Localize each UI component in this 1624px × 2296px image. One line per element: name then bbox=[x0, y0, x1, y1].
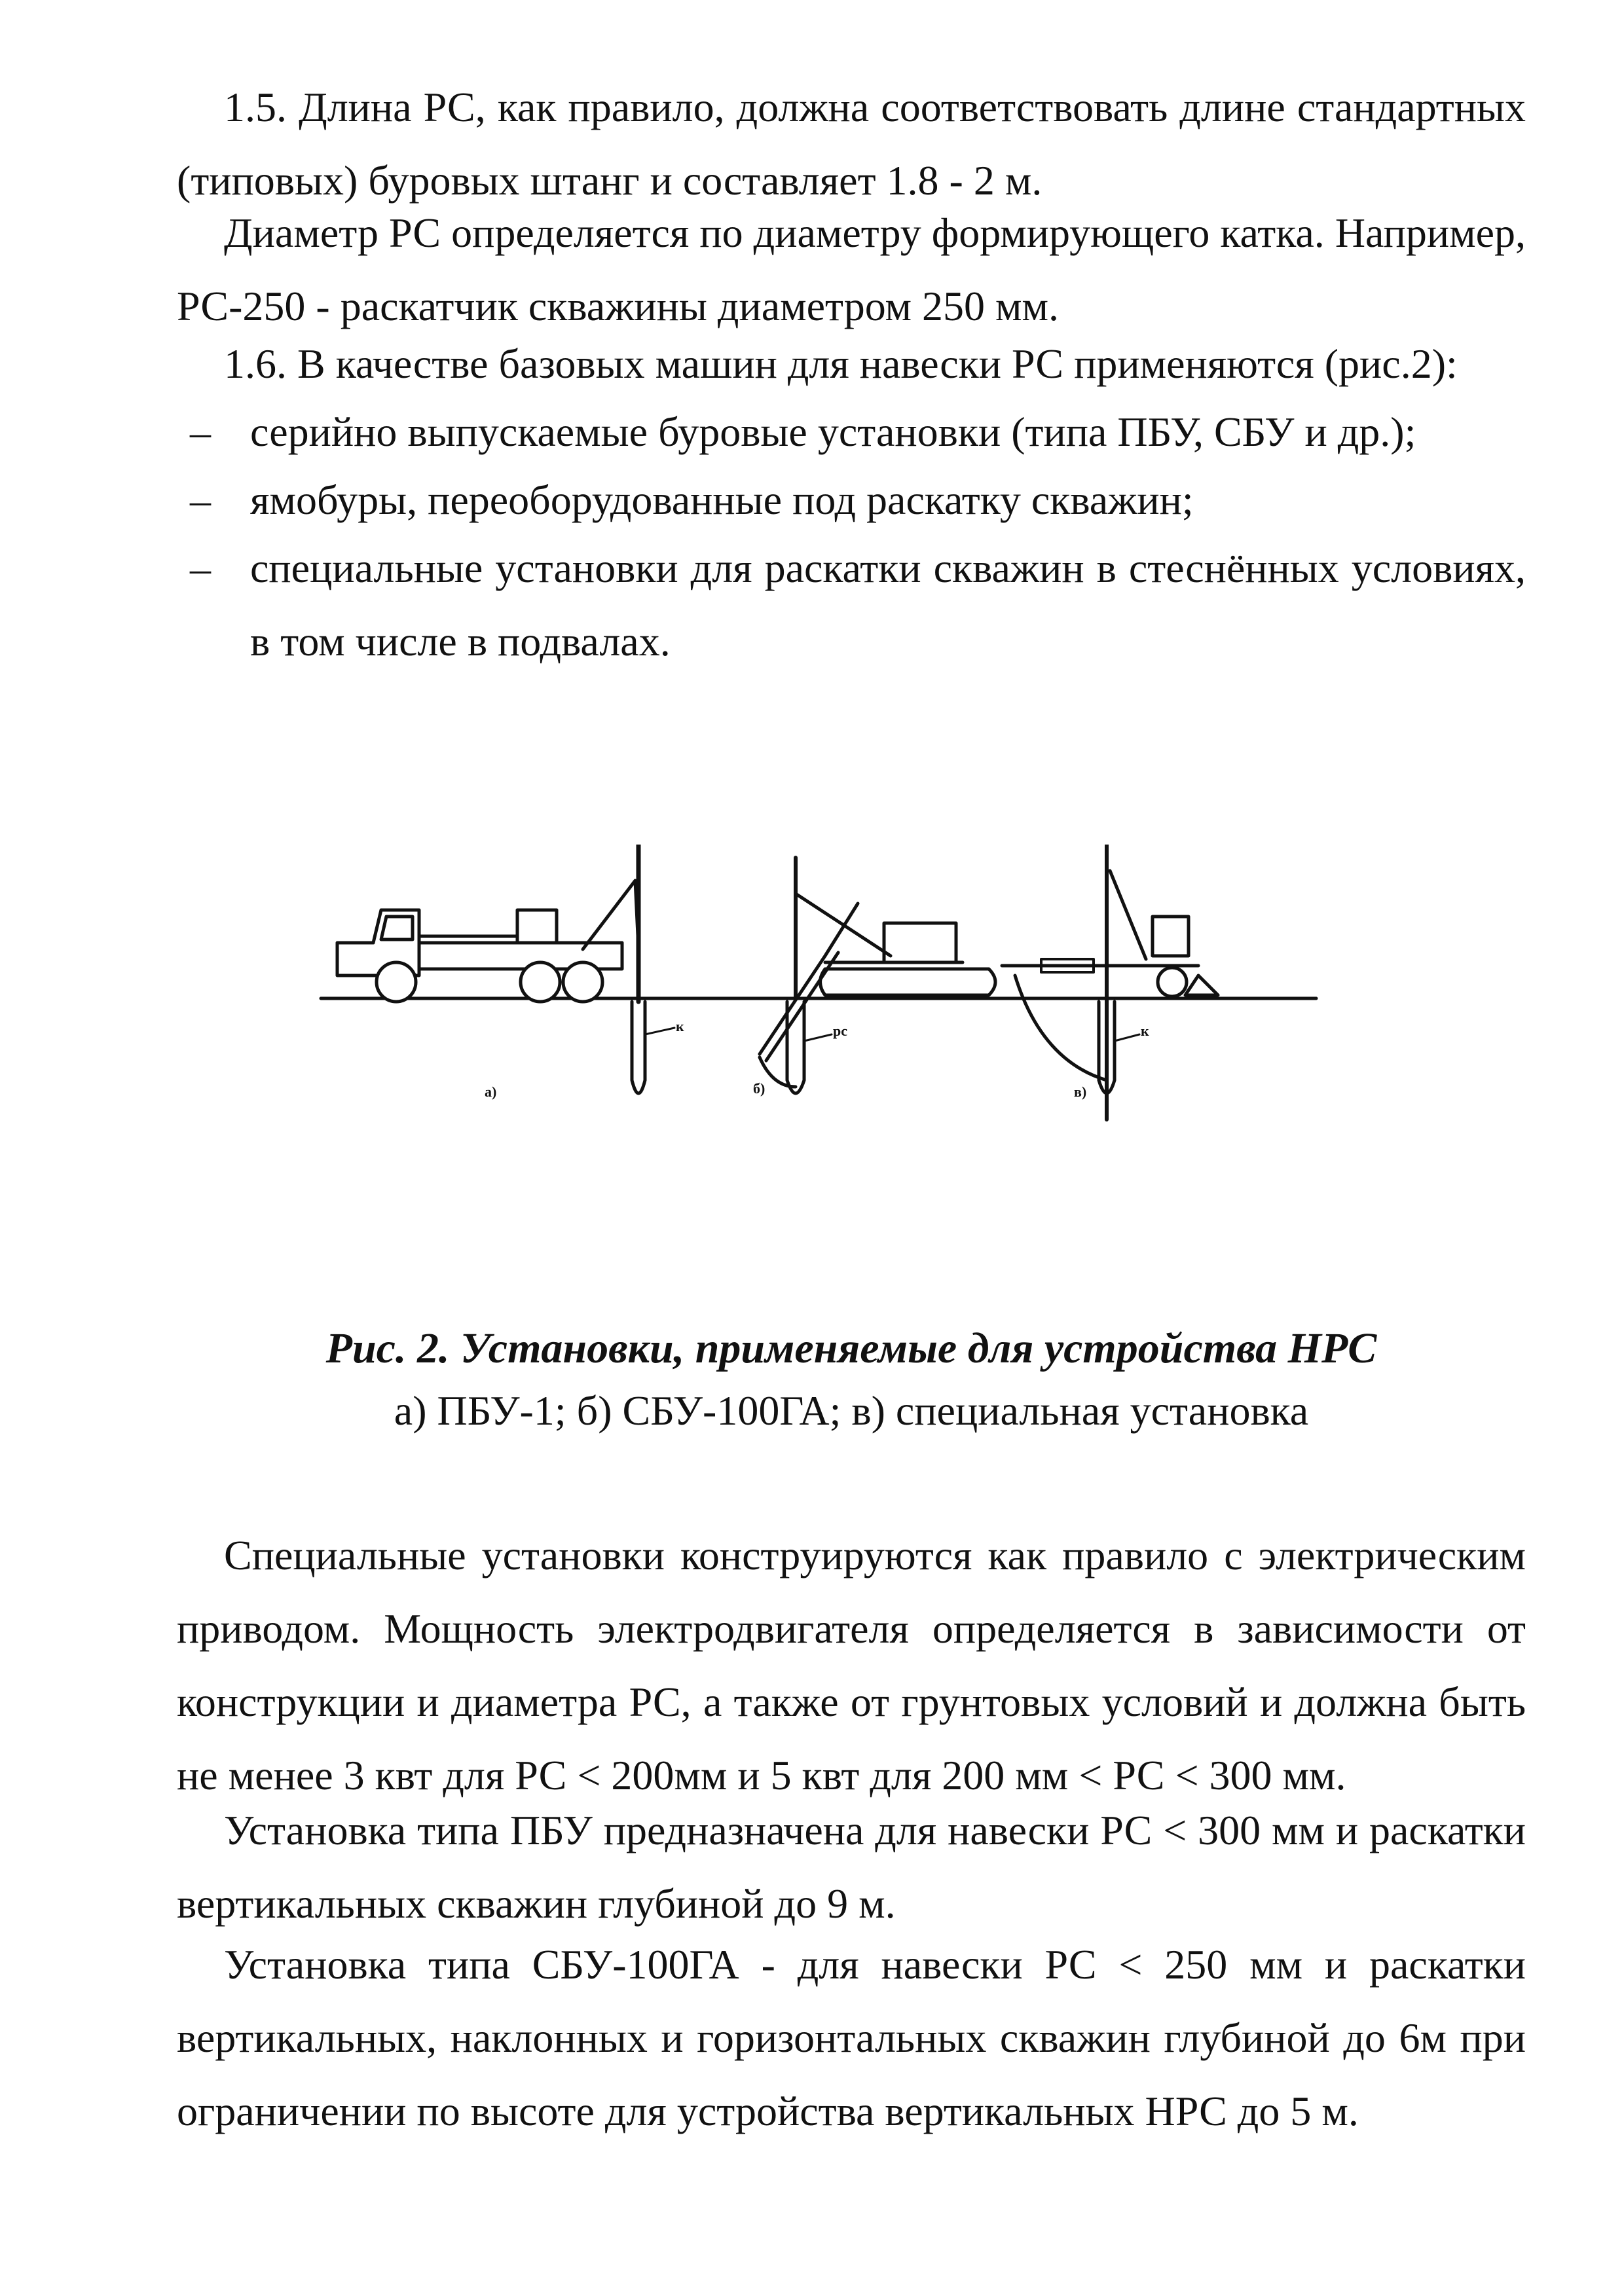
paragraph-special-rigs: Специальные установки конструируются как правило с электрическим приводом. Мощность электродвигателя определяется в зависимости от конструкции и диаметра РС, а также от грунтовых условий и должна быть не менее 3 квт для РС < 200мм и 5 квт для 200 мм < РС < 300 мм. bbox=[177, 1532, 1526, 1798]
bullet-item-2 bbox=[177, 464, 1526, 537]
paragraph-sbu: Установка типа СБУ-100ГА - для навески РС < 250 мм и раскатки вертикальных, наклонных и горизонтальных скважин глубиной до 6м при ограничении по высоте для устройства вертикальных НРС до 5 м. bbox=[177, 1941, 1526, 2134]
figure-drilling-rigs bbox=[308, 845, 1329, 1133]
label-c: в) bbox=[1074, 1084, 1087, 1100]
figure-caption-title: Рис. 2. Установки, применяемые для устройства НРС bbox=[325, 1324, 1377, 1372]
label-b: б) bbox=[753, 1080, 766, 1097]
bullet-item-1 bbox=[177, 395, 1526, 469]
bullet-item-3 bbox=[177, 532, 1526, 678]
paragraph-1-5: 1.5. Длина РС, как правило, должна соответствовать длине стандартных (типовых) буровых штанг и составляет 1.8 - 2 м. bbox=[177, 84, 1526, 204]
paragraph-pbu: Установка типа ПБУ предназначена для навески РС < 300 мм и раскатки вертикальных скважин глубиной до 9 м. bbox=[177, 1807, 1526, 1927]
figure-caption-subtitle: а) ПБУ-1; б) СБУ-100ГА; в) специальная установка bbox=[394, 1387, 1309, 1434]
paragraph-1-6: 1.6. В качестве базовых машин для навески РС применяются (рис.2): bbox=[224, 340, 1458, 387]
bullet-dash: – bbox=[190, 409, 211, 455]
label-k-b: рс bbox=[833, 1023, 847, 1039]
label-a: а) bbox=[485, 1084, 497, 1100]
label-k-c: к bbox=[1141, 1023, 1149, 1039]
label-k-a: к bbox=[676, 1018, 684, 1034]
bullet-dash: – bbox=[190, 477, 211, 523]
bullet-dash: – bbox=[190, 545, 211, 591]
bullet-text: специальные установки для раскатки скважин в стеснённых условиях, в том числе в подвалах. bbox=[250, 545, 1526, 665]
rig-b-tracked bbox=[760, 858, 995, 1093]
bullet-text: серийно выпускаемые буровые установки (типа ПБУ, СБУ и др.); bbox=[250, 409, 1416, 455]
paragraph-diameter: Диаметр РС определяется по диаметру формирующего катка. Например, РС-250 - раскатчик скважины диаметром 250 мм. bbox=[177, 210, 1526, 329]
bullet-text: ямобуры, переоборудованные под раскатку скважин; bbox=[250, 477, 1194, 523]
rig-a-truck bbox=[337, 845, 674, 1093]
rig-c-special bbox=[1002, 845, 1218, 1120]
